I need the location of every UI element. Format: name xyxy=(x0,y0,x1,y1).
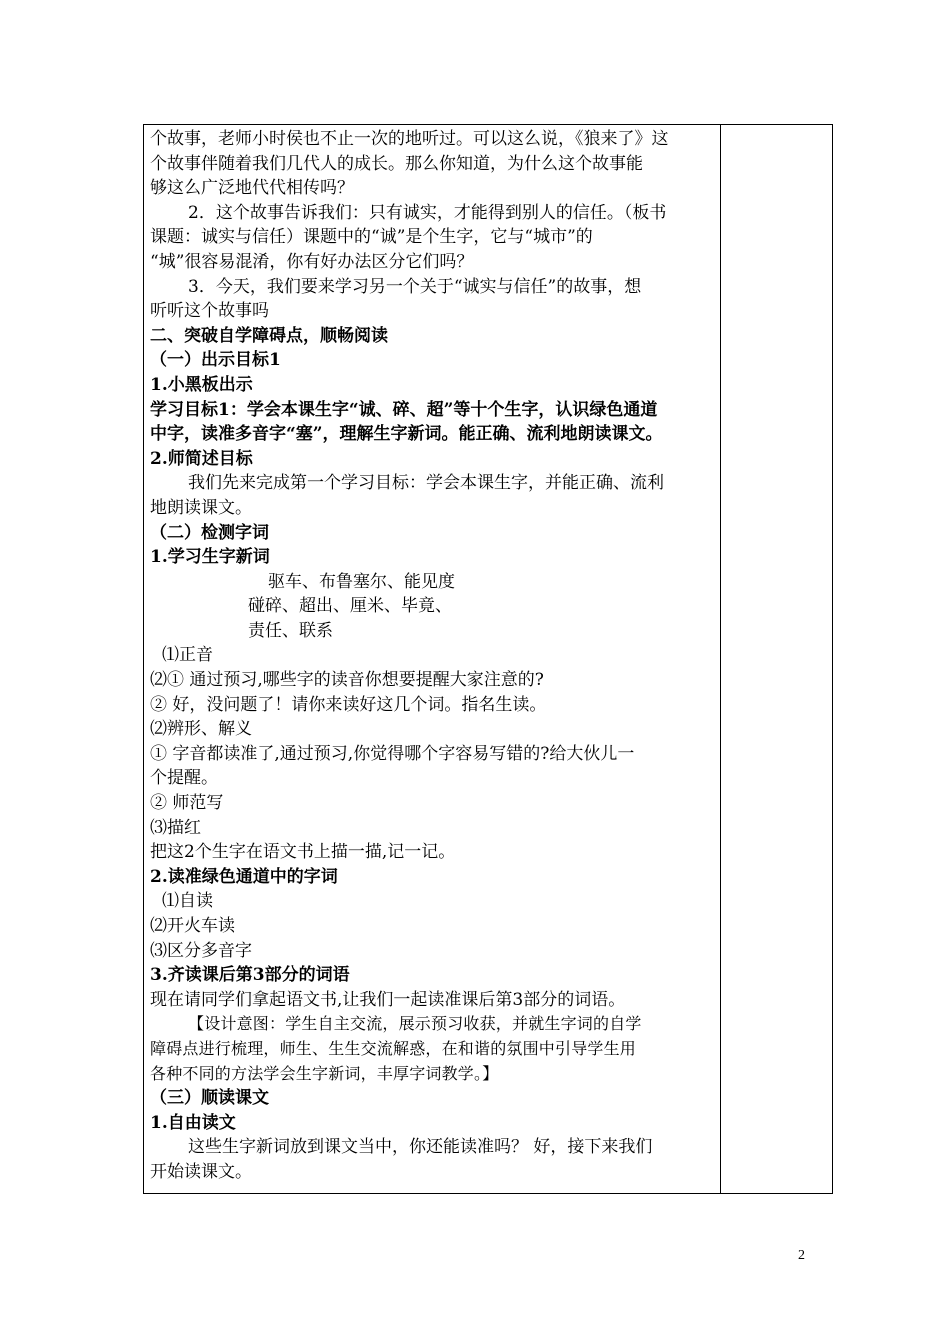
text-line: ② 好，没问题了！请你来读好这几个词。指名生读。 xyxy=(150,694,547,715)
text-line: 个提醒。 xyxy=(150,768,218,789)
step-heading: 3.齐读课后第3部分的词语 xyxy=(150,965,350,986)
text-line: 开始读课文。 xyxy=(150,1161,252,1182)
text-line: ⑵① 通过预习,哪些字的读音你想要提醒大家注意的? xyxy=(150,670,544,691)
text-line: ⑴正音 xyxy=(162,645,213,666)
design-intent-text: 【设计意图：学生自主交流，展示预习收获，并就生字词的自学 xyxy=(188,1014,642,1034)
text-line: ⑵辨形、解义 xyxy=(150,719,252,740)
text-line: 3．今天，我们要来学习另一个关于“诚实与信任”的故事，想 xyxy=(188,276,642,297)
lesson-content xyxy=(150,127,714,1185)
text-line: 个故事伴随着我们几代人的成长。那么你知道，为什么这个故事能 xyxy=(150,153,643,174)
learning-goal-text: 学习目标1：学会本课生字“诚、碎、超”等十个生字，认识绿色通道 xyxy=(150,399,658,420)
step-heading: 1.自由读文 xyxy=(150,1112,236,1133)
text-line: 课题：诚实与信任）课题中的“诚”是个生字，它与“城市”的 xyxy=(150,227,593,248)
subsection-heading: （三）顺读课文 xyxy=(150,1088,269,1109)
vocab-line: 碰碎、超出、厘米、毕竟、 xyxy=(248,596,452,617)
text-line: 把这2个生字在语文书上描一描,记一记。 xyxy=(150,842,456,863)
text-line: 地朗读课文。 xyxy=(150,497,252,518)
step-heading: 1.学习生字新词 xyxy=(150,547,270,568)
design-intent-text: 障碍点进行梳理，师生、生生交流解惑，在和谐的氛围中引导学生用 xyxy=(150,1038,637,1058)
text-line: 我们先来完成第一个学习目标：学会本课生字，并能正确、流利 xyxy=(188,473,664,494)
text-line: 够这么广泛地代代相传吗？ xyxy=(150,178,354,199)
learning-goal-text: 中字，读准多音字“塞”，理解生字新词。能正确、流利地朗读课文。 xyxy=(150,424,663,445)
text-line: 这些生字新词放到课文当中，你还能读准吗？ 好，接下来我们 xyxy=(188,1137,653,1158)
text-line: 听听这个故事吗 xyxy=(150,301,269,322)
subsection-heading: （一）出示目标1 xyxy=(150,350,281,371)
lesson-table xyxy=(143,124,833,1194)
text-line: 现在请同学们拿起语文书,让我们一起读准课后第3部分的词语。 xyxy=(150,989,626,1010)
text-line: ① 字音都读准了,通过预习,你觉得哪个字容易写错的?给大伙儿一 xyxy=(150,743,635,764)
section-heading: 二、突破自学障碍点，顺畅阅读 xyxy=(150,325,388,346)
step-heading: 2.师简述目标 xyxy=(150,448,253,469)
text-line: 个故事，老师小时侯也不止一次的地听过。可以这么说，《狼来了》这 xyxy=(150,129,669,149)
text-line: ⑶描红 xyxy=(150,817,201,838)
design-intent-text: 各种不同的方法学会生字新词，丰厚字词教学。】 xyxy=(150,1063,499,1083)
column-divider xyxy=(720,125,721,1193)
subsection-heading: （二）检测字词 xyxy=(150,522,269,543)
text-line: ⑵开火车读 xyxy=(150,916,235,936)
vocab-line: 驱车、布鲁塞尔、能见度 xyxy=(268,571,455,592)
page-number: 2 xyxy=(798,1248,805,1263)
step-heading: 1.小黑板出示 xyxy=(150,374,253,395)
vocab-line: 责任、联系 xyxy=(248,620,333,641)
text-line: 2．这个故事告诉我们：只有诚实，才能得到别人的信任。（板书 xyxy=(188,202,667,223)
text-line: ⑴自读 xyxy=(162,891,213,912)
step-heading: 2.读准绿色通道中的字词 xyxy=(150,866,338,887)
text-line: ② 师范写 xyxy=(150,793,224,814)
text-line: “城”很容易混淆，你有好办法区分它们吗？ xyxy=(150,251,474,272)
text-line: ⑶区分多音字 xyxy=(150,940,252,961)
